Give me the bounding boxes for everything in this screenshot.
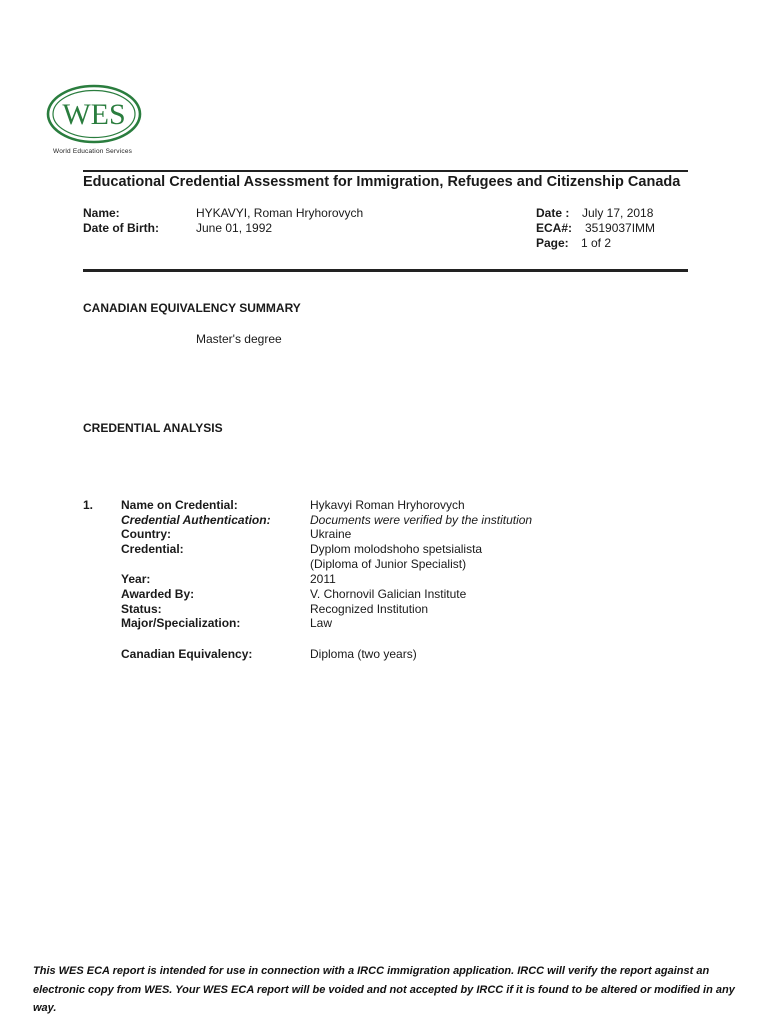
header-top-rule [83, 170, 688, 172]
country-label: Country: [121, 527, 171, 541]
canadian-equivalency-value: Diploma (two years) [310, 647, 417, 661]
date-value: July 17, 2018 [582, 206, 654, 220]
awarded-by-value: V. Chornovil Galician Institute [310, 587, 467, 601]
header-bottom-rule [83, 269, 688, 272]
authentication-value: Documents were verified by the institution [310, 513, 533, 527]
dob-value: June 01, 1992 [196, 221, 273, 235]
wes-logo [44, 82, 144, 162]
wes-logo-tagline: World Education Services [53, 148, 133, 155]
name-on-credential-value: Hykavyi Roman Hryhorovych [310, 498, 465, 512]
awarded-by-label: Awarded By: [121, 587, 195, 601]
name-value: HYKAVYI, Roman Hryhorovych [196, 206, 364, 220]
canadian-equivalency-label: Canadian Equivalency: [121, 647, 253, 661]
wes-logo-emblem [44, 82, 144, 146]
analysis-heading: CREDENTIAL ANALYSIS [83, 421, 223, 435]
page-value: 1 of 2 [581, 236, 612, 250]
summary-heading: CANADIAN EQUIVALENCY SUMMARY [83, 301, 301, 315]
summary-value: Master's degree [196, 332, 282, 346]
credential-label: Credential: [121, 542, 184, 556]
name-label: Name: [83, 206, 120, 220]
credential-translation: (Diploma of Junior Specialist) [310, 557, 467, 571]
year-label: Year: [121, 572, 151, 586]
footer-disclaimer: This WES ECA report is intended for use in connection with a IRCC immigration application. IRCC will verify the report against an electronic copy from WES. Your WES ECA report will be voided and not accepted by IRCC if it is found to be altered or modified in any way. [33, 965, 735, 1014]
major-label: Major/Specialization: [121, 616, 241, 630]
eca-value: 3519037IMM [585, 221, 656, 235]
credential-value: Dyplom molodshoho spetsialista [310, 542, 483, 556]
document-title: Educational Credential Assessment for Immigration, Refugees and Citizenship Canada [83, 174, 681, 190]
eca-label: ECA#: [536, 221, 573, 235]
page-label: Page: [536, 236, 569, 250]
year-value: 2011 [310, 572, 336, 586]
major-value: Law [310, 616, 333, 630]
status-label: Status: [121, 602, 162, 616]
credential-item-number: 1. [83, 498, 94, 512]
status-value: Recognized Institution [310, 602, 429, 616]
authentication-label: Credential Authentication: [121, 513, 271, 527]
name-on-credential-label: Name on Credential: [121, 498, 238, 512]
wes-logo-wordmark: WES [62, 98, 126, 131]
dob-label: Date of Birth: [83, 221, 159, 235]
country-value: Ukraine [310, 527, 352, 541]
date-label: Date : [536, 206, 570, 220]
